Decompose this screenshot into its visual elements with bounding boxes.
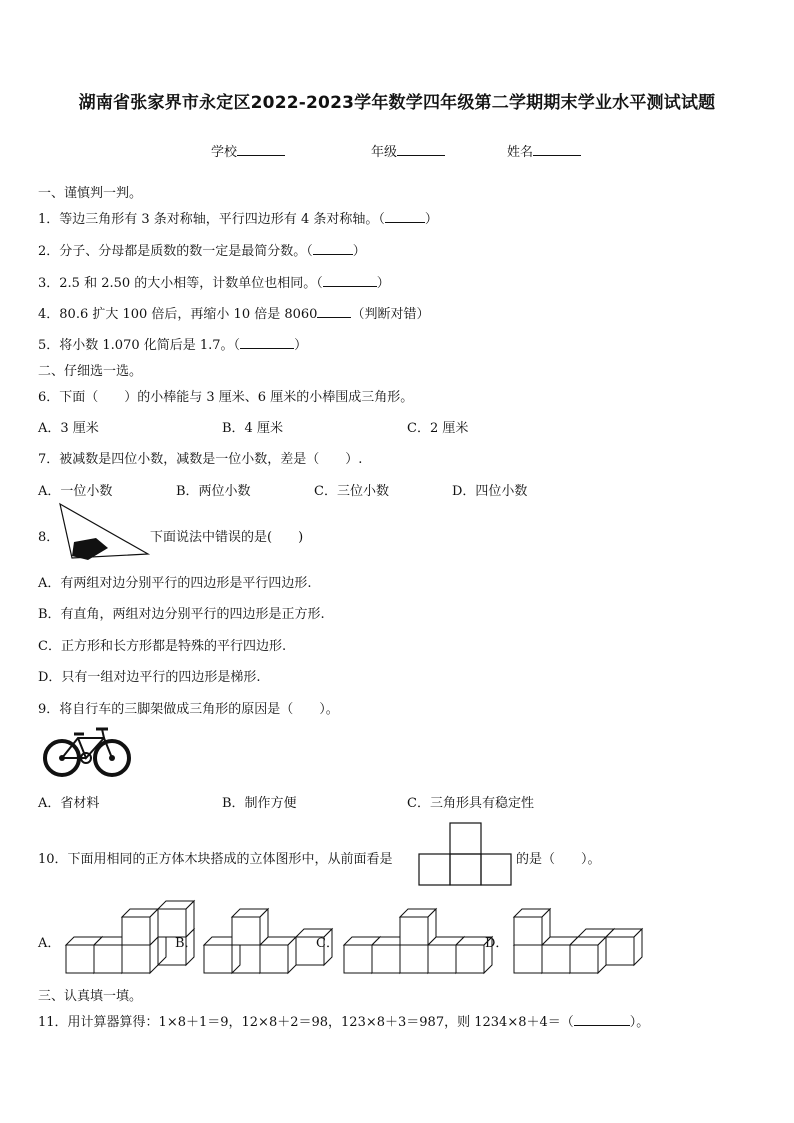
- question-8: 下面说法中错误的是( ): [150, 530, 304, 545]
- bicycle-icon: [42, 724, 132, 778]
- question-9: 9．将自行车的三脚架做成三角形的原因是（ ）。: [38, 702, 339, 717]
- question-7: 7．被减数是四位小数，减数是一位小数，差是（ ）.: [38, 452, 363, 467]
- question-10-prompt: 10．下面用相同的正方体木块搭成的立体图形中，从前面看是: [38, 852, 393, 867]
- question-6: 6．下面（ ）的小棒能与 3 厘米、6 厘米的小棒围成三角形。: [38, 390, 414, 405]
- q7-option-c: C．三位小数: [314, 484, 389, 499]
- q8-option-b: B．有直角，两组对边分别平行的四边形是正方形.: [38, 607, 325, 622]
- school-field: 学校: [211, 141, 285, 160]
- name-field: 姓名: [507, 141, 581, 160]
- cube: [122, 909, 158, 945]
- section-1-heading: 一、谨慎判一判。: [38, 186, 143, 201]
- question-11: 11．用计算器算得：1×8＋1＝9，12×8＋2＝98，123×8＋3＝987，则 1234×8＋4＝（ ）。: [38, 1015, 650, 1030]
- q6-option-a: A．3 厘米: [38, 421, 99, 436]
- question-8-number: 8．: [38, 530, 60, 545]
- q7-option-a: A．一位小数: [38, 484, 113, 499]
- q10-option-d-label: D．: [485, 936, 509, 951]
- q10-option-a-label: A．: [38, 936, 61, 951]
- question-10-suffix: 的是（ ）。: [516, 852, 601, 867]
- set-square-icon: [58, 502, 150, 562]
- cube: [260, 937, 296, 973]
- q10-option-b-figure: [202, 898, 312, 974]
- q6-option-b: B．4 厘米: [222, 421, 283, 436]
- cube: [570, 937, 606, 973]
- q7-option-d: D．四位小数: [452, 484, 528, 499]
- question-1: 1．等边三角形有 3 条对称轴，平行四边形有 4 条对称轴。（ ）: [38, 212, 438, 227]
- q8-option-c: C．正方形和长方形都是特殊的平行四边形.: [38, 639, 287, 654]
- question-2: 2．分子、分母都是质数的数一定是最简分数。（ ）: [38, 244, 366, 259]
- section-3-heading: 三、认真填一填。: [38, 989, 143, 1004]
- question-3: 3．2.5 和 2.50 的大小相等，计数单位也相同。（ ）: [38, 276, 390, 291]
- q10-option-c-label: C．: [316, 936, 339, 951]
- q10-option-c-figure: [342, 898, 472, 974]
- q10-option-b-label: B．: [175, 936, 198, 951]
- question-4: 4．80.6 扩大 100 倍后，再缩小 10 倍是 8060 （判断对错）: [38, 307, 430, 322]
- front-view-figure: [418, 822, 512, 886]
- q9-option-a: A．省材料: [38, 796, 100, 811]
- cube: [232, 909, 268, 945]
- q10-option-a-figure: [64, 898, 174, 974]
- q8-option-a: A．有两组对边分别平行的四边形是平行四边形.: [38, 576, 312, 591]
- q8-option-d: D．只有一组对边平行的四边形是梯形.: [38, 670, 261, 685]
- q10-option-d-figure: [512, 898, 622, 974]
- q9-option-c: C．三角形具有稳定性: [407, 796, 534, 811]
- q6-option-c: C．2 厘米: [407, 421, 469, 436]
- page-title: 湖南省张家界市永定区2022-2023学年数学四年级第二学期期末学业水平测试试题: [78, 93, 716, 113]
- grade-field: 年级: [371, 141, 445, 160]
- cube: [606, 929, 642, 965]
- section-2-heading: 二、仔细选一选。: [38, 364, 143, 379]
- q9-option-b: B．制作方便: [222, 796, 297, 811]
- cube: [400, 909, 436, 945]
- q7-option-b: B．两位小数: [176, 484, 251, 499]
- question-5: 5．将小数 1.070 化简后是 1.7。（ ）: [38, 338, 308, 353]
- cube: [514, 909, 550, 945]
